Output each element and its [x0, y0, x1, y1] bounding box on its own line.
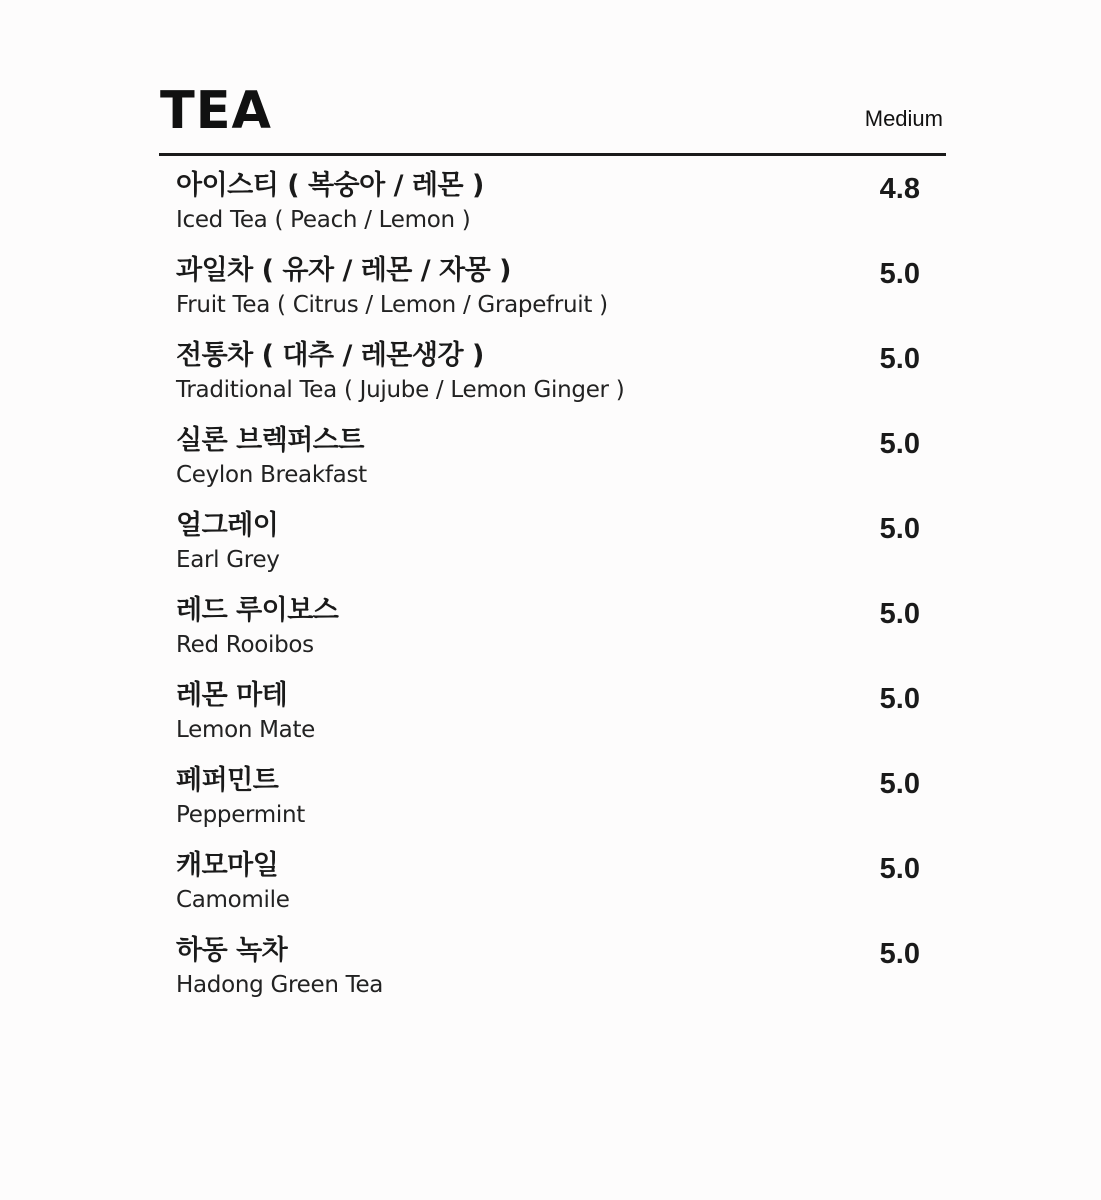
item-price: 5.0 [879, 768, 920, 800]
item-name-korean: 레몬 마테 [176, 680, 288, 711]
item-name-korean: 페퍼민트 [176, 765, 279, 796]
menu-item-peppermint [176, 763, 936, 848]
item-name-korean: 전통차 ( 대추 / 레몬생강 ) [176, 340, 484, 371]
menu-item-traditional-tea [176, 338, 936, 423]
item-price: 5.0 [879, 258, 920, 290]
menu-item-earl-grey [176, 508, 936, 593]
item-name-korean: 실론 브렉퍼스트 [176, 425, 364, 456]
item-name-korean: 캐모마일 [176, 850, 279, 881]
menu-items-list [176, 168, 936, 1018]
item-price: 5.0 [879, 343, 920, 375]
item-name-korean: 과일차 ( 유자 / 레몬 / 자몽 ) [176, 255, 511, 286]
item-price: 5.0 [879, 598, 920, 630]
item-price: 5.0 [879, 513, 920, 545]
item-name-korean: 레드 루이보스 [176, 595, 339, 626]
item-price: 5.0 [879, 683, 920, 715]
menu-item-camomile [176, 848, 936, 933]
item-price: 5.0 [879, 938, 920, 970]
menu-item-red-rooibos [176, 593, 936, 678]
item-name-english: Camomile [176, 887, 290, 913]
item-name-korean: 하동 녹차 [176, 935, 288, 966]
item-name-korean: 아이스티 ( 복숭아 / 레몬 ) [176, 170, 484, 201]
item-name-english: Hadong Green Tea [176, 972, 384, 998]
menu-item-hadong-green-tea [176, 933, 936, 1018]
item-price: 4.8 [879, 173, 920, 205]
item-price: 5.0 [879, 428, 920, 460]
menu-item-lemon-mate [176, 678, 936, 763]
size-column-label: Medium [864, 106, 943, 131]
header-divider [159, 153, 946, 156]
menu-item-iced-tea [176, 168, 936, 253]
item-name-english: Lemon Mate [176, 717, 316, 743]
item-name-english: Iced Tea ( Peach / Lemon ) [176, 207, 471, 233]
item-name-korean: 얼그레이 [176, 510, 279, 541]
menu-title: TEA [160, 81, 272, 141]
item-name-english: Fruit Tea ( Citrus / Lemon / Grapefruit ) [176, 292, 608, 318]
menu-item-ceylon-breakfast [176, 423, 936, 508]
menu-item-fruit-tea [176, 253, 936, 338]
item-name-english: Ceylon Breakfast [176, 462, 367, 488]
item-name-english: Traditional Tea ( Jujube / Lemon Ginger ) [176, 377, 625, 403]
item-name-english: Red Rooibos [176, 632, 314, 658]
item-name-english: Peppermint [176, 802, 305, 828]
item-price: 5.0 [879, 853, 920, 885]
item-name-english: Earl Grey [176, 547, 280, 573]
